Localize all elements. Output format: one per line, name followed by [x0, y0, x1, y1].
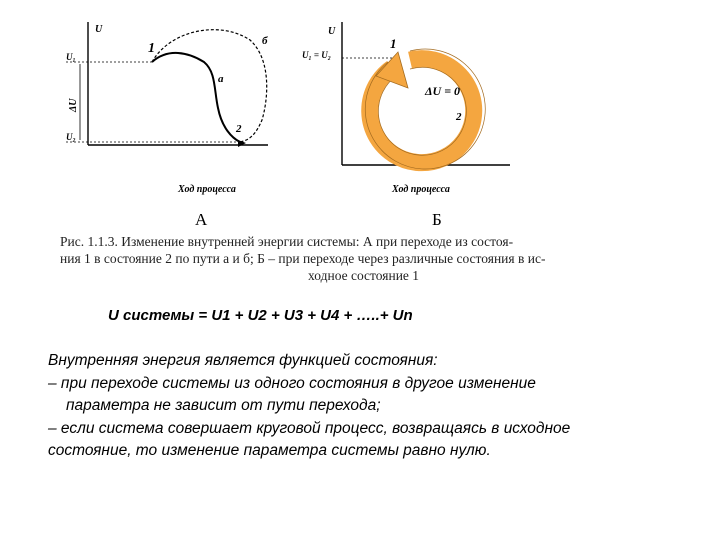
text-line-3: параметра не зависит от пути перехода; — [66, 397, 381, 414]
figure-caption — [60, 233, 600, 284]
diagram-a-path-b — [152, 30, 267, 142]
diagram-b-x-axis-label: Ход процесса — [392, 184, 450, 195]
diagram-a-path-a-label: a — [218, 73, 224, 85]
diagram-a-u1-label: U₁ — [66, 52, 76, 62]
diagram-a-x-axis-label: Ход процесса — [178, 184, 236, 195]
diagram-a-u2-label: U₂ — [66, 132, 76, 142]
text-line-2: – при переходе системы из одного состояния в другое изменение — [48, 374, 536, 392]
diagram-a-point-2: 2 — [236, 123, 242, 135]
diagram-a-path-b-label: б — [262, 35, 268, 47]
diagram-b-point-2: 2 — [456, 111, 462, 123]
text-line-1: Внутренняя энергия является функцией состояния: — [48, 352, 438, 369]
diagram-a-delta-u-label: ΔU — [68, 98, 79, 112]
panel-letter-a: А — [195, 210, 208, 229]
caption-line-2: ния 1 в состояние 2 по пути а и б; Б – при переходе через различные состояния в ис- — [60, 251, 546, 266]
diagram-a-path-a — [152, 53, 240, 142]
caption-line-1: Рис. 1.1.3. Изменение внутренней энергии системы: А при переходе из состоя- — [60, 234, 514, 249]
internal-energy-formula: U системы = U1 + U2 + U3 + U4 + …..+ Un — [108, 307, 413, 324]
diagram-a — [66, 22, 268, 195]
diagram-a-y-axis-label: U — [95, 24, 103, 35]
diagram-b — [302, 22, 510, 195]
state-function-figure — [0, 0, 720, 230]
diagram-b-delta-u-label: ΔU = 0 — [425, 84, 461, 98]
panel-letter-b: Б — [432, 210, 442, 229]
text-line-4: – если система совершает круговой процесс, возвращаясь в исходное — [48, 419, 571, 437]
diagram-b-y-axis-label: U — [328, 26, 336, 37]
diagram-a-point-1: 1 — [148, 41, 155, 56]
diagram-b-u-eq-label: U₁ = U₂ — [302, 50, 331, 60]
caption-line-3: ходное состояние 1 — [308, 268, 420, 283]
explanation-text — [48, 350, 698, 463]
diagram-b-point-1: 1 — [390, 36, 397, 51]
text-line-5: состояние, то изменение параметра системы равно нулю. — [48, 442, 491, 459]
